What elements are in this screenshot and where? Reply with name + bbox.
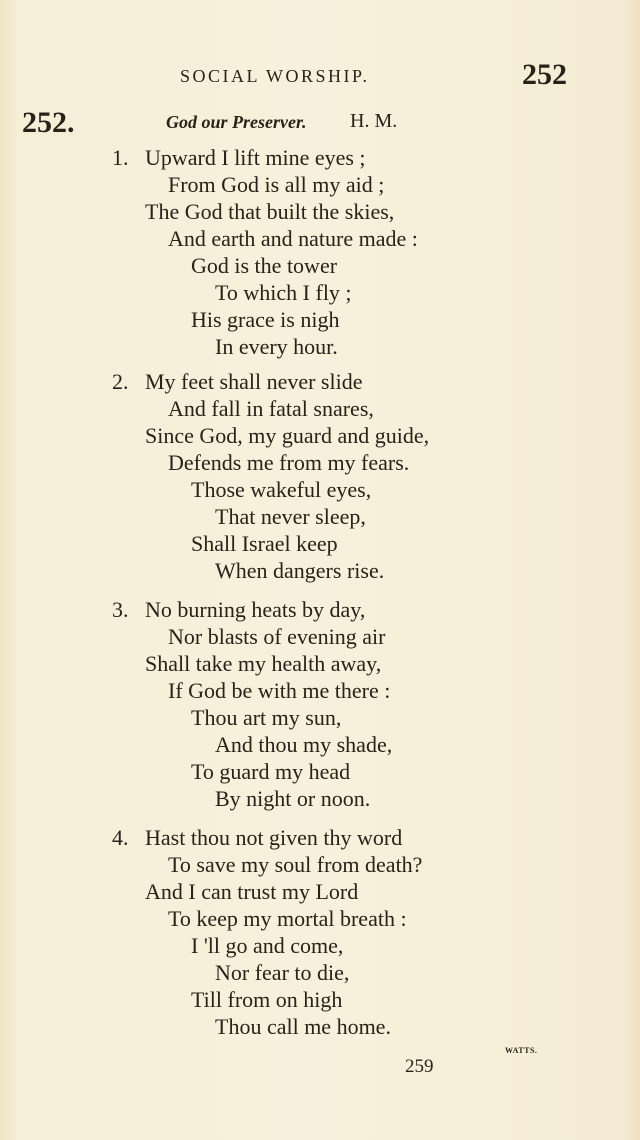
verse-line: God is the tower [191, 253, 338, 278]
hymn-number: 252. [22, 106, 75, 139]
verse-line: Nor blasts of evening air [168, 624, 386, 649]
verse-line: Defends me from my fears. [168, 450, 410, 475]
verse-line: My feet shall never slide [145, 369, 363, 394]
stanza-number: 1. [112, 145, 129, 170]
verse-line: That never sleep, [215, 504, 366, 529]
verse-line: His grace is nigh [191, 307, 340, 332]
verse-line: And earth and nature made : [168, 226, 418, 251]
verse-line: Since God, my guard and guide, [145, 423, 430, 448]
verse-line: Shall take my health away, [145, 651, 382, 676]
verse-line: Thou art my sun, [191, 705, 342, 730]
verse-line: To keep my mortal breath : [168, 906, 407, 931]
author-attribution: WATTS. [505, 1046, 538, 1055]
verse-line: Upward I lift mine eyes ; [145, 145, 366, 170]
stanza-number: 3. [112, 597, 129, 622]
verse-line: In every hour. [215, 334, 338, 359]
verse-line: And thou my shade, [215, 732, 393, 757]
running-head: SOCIAL WORSHIP. [180, 66, 370, 86]
hymn-title: God our Preserver. [166, 112, 307, 132]
verse-line: And fall in fatal snares, [168, 396, 374, 421]
verse-line: To guard my head [191, 759, 351, 784]
verse-line: When dangers rise. [215, 558, 385, 583]
folio-number: 259 [405, 1056, 434, 1077]
verse-line: Nor fear to die, [215, 960, 350, 985]
verse-line: Thou call me home. [215, 1014, 391, 1039]
page-number: 252 [522, 58, 567, 91]
verse-line: By night or noon. [215, 786, 371, 811]
stanza-number: 2. [112, 369, 129, 394]
verse-line: If God be with me there : [168, 678, 391, 703]
verse-line: To which I fly ; [215, 280, 352, 305]
verse-line: The God that built the skies, [145, 199, 395, 224]
stanza-number: 4. [112, 825, 129, 850]
verse-line: To save my soul from death? [168, 852, 423, 877]
verse-line: Hast thou not given thy word [145, 825, 403, 850]
verse-line: Those wakeful eyes, [191, 477, 372, 502]
verse-line: Shall Israel keep [191, 531, 338, 556]
verse-line: Till from on high [191, 987, 343, 1012]
verse-line: And I can trust my Lord [145, 879, 359, 904]
hymn-meter: H. M. [350, 110, 398, 132]
verse-line: From God is all my aid ; [168, 172, 385, 197]
verse-line: I 'll go and come, [191, 933, 344, 958]
verse-line: No burning heats by day, [145, 597, 366, 622]
